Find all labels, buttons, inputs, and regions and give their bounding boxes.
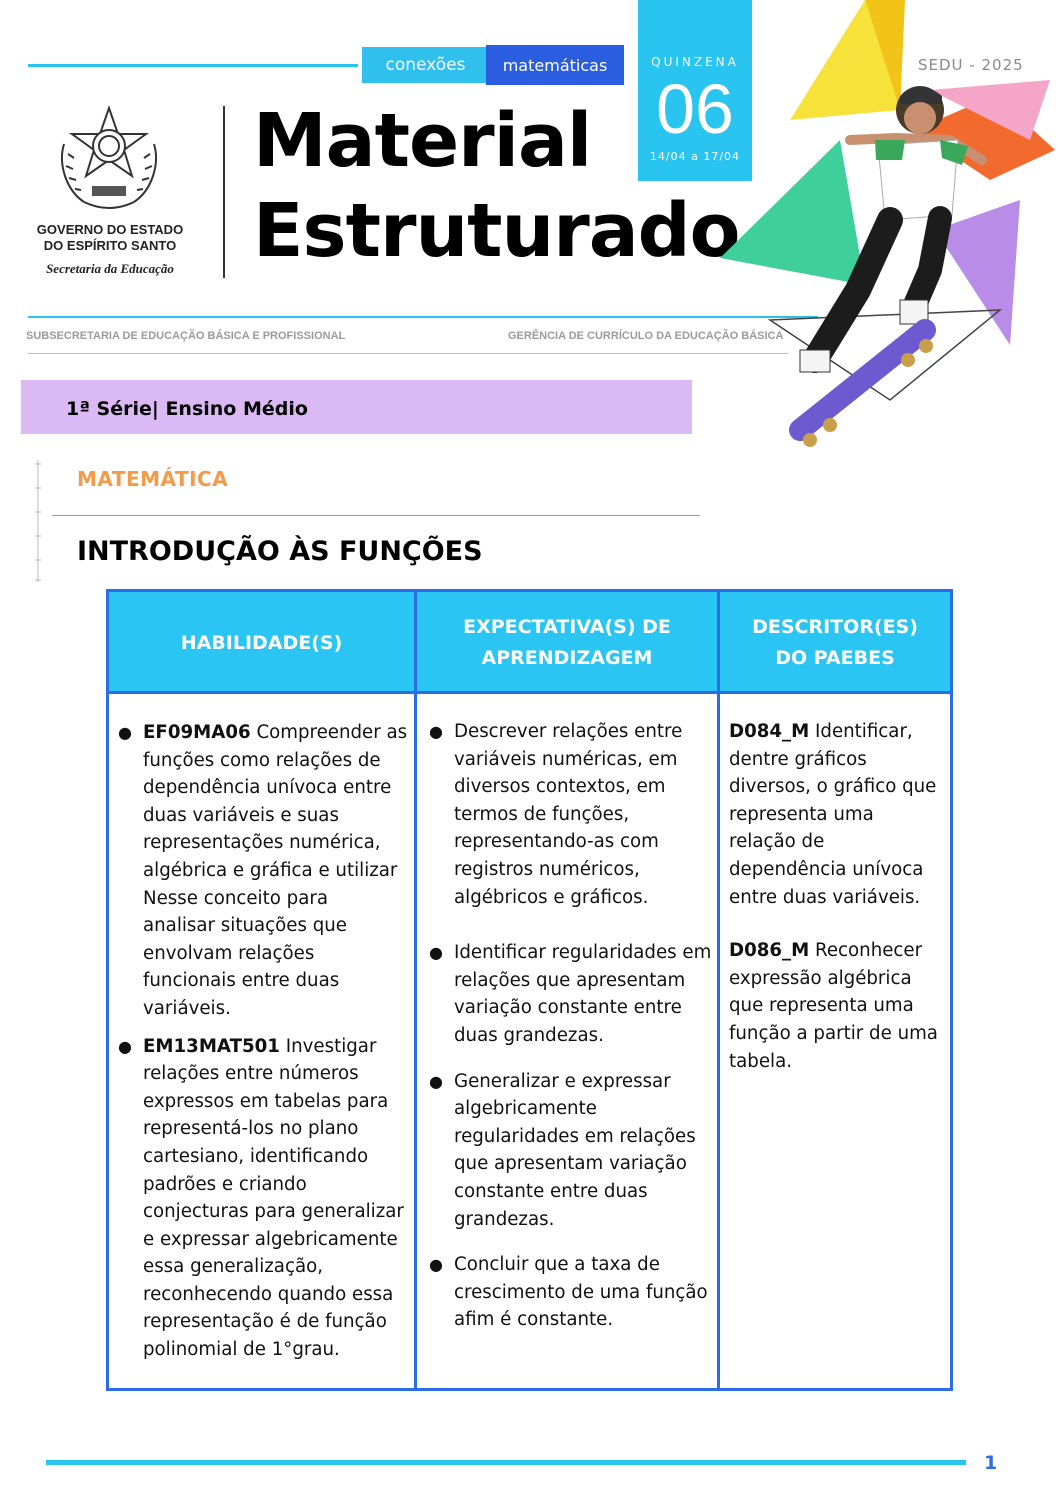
coat-of-arms-icon (54, 104, 164, 216)
expectativa-text: que apresentam variação (454, 1153, 687, 1175)
bullet-icon: ● (118, 1036, 132, 1056)
habilidade-text: Compreender as (250, 722, 408, 743)
habilidade-text: relações entre números (143, 1063, 359, 1085)
habilidade-text: variáveis. (143, 997, 231, 1019)
descritores-cell (729, 718, 951, 1075)
expectativa-text: afim é constante. (454, 1309, 614, 1331)
habilidade-text: expressos em tabelas para (143, 1090, 389, 1112)
conexoes-badge-label: conexões (385, 55, 466, 75)
title-line1: Material (253, 98, 592, 184)
expectativa-item (429, 1251, 722, 1334)
descritor-text: Reconhecer (809, 940, 923, 962)
bullet-icon: ● (429, 943, 443, 963)
habilidade-text: representação é de função (143, 1311, 387, 1333)
expectativa-text: algebricamente (454, 1098, 597, 1120)
skills-table (106, 589, 953, 1391)
gov-line2: DO ESPÍRITO SANTO (43, 238, 177, 253)
habilidade-text: funcionais entre duas (143, 970, 340, 992)
descritor-text: expressão algébrica (729, 967, 912, 989)
expectativa-text: duas grandezas. (454, 1024, 604, 1046)
habilidade-code: EM13MAT501 (143, 1035, 280, 1057)
habilidade-text: analisar situações que (143, 915, 347, 937)
expectativa-text: Identificar regularidades em (454, 942, 712, 964)
habilidade-text: algébrica e gráfica e utilizar (143, 859, 398, 881)
header-expectativas-line1: EXPECTATIVA(S) DE (463, 616, 671, 638)
descritor-text: Identificar, (809, 721, 913, 742)
habilidade-text: e expressar algebricamente (143, 1228, 398, 1250)
conexoes-badge (362, 47, 486, 83)
descritor-code: D086_M (729, 940, 810, 962)
habilidade-text: reconhecendo quando essa (143, 1283, 394, 1305)
expectativa-text: termos de funções, (454, 803, 630, 825)
expectativa-text: representando-as com (454, 831, 659, 853)
header-descritores (720, 592, 950, 694)
expectativa-text: relações que apresentam (454, 969, 686, 991)
sedu-label: SEDU - 2025 (918, 56, 1024, 74)
descritor-text: diversos, o gráfico que (729, 776, 937, 798)
bullet-icon: ● (429, 1255, 443, 1275)
habilidade-text: Investigar (279, 1035, 377, 1057)
header-habilidades (109, 592, 414, 694)
descritor-item (729, 937, 951, 1075)
descritor-text: que representa uma (729, 995, 914, 1017)
expectativa-text: diversos contextos, em (454, 776, 666, 798)
habilidade-text: dependência unívoca entre (143, 777, 392, 799)
descritor-item (729, 718, 951, 911)
habilidade-text: representá-los no plano (143, 1118, 359, 1140)
footer-line (46, 1460, 966, 1465)
header-expectativas (417, 592, 717, 694)
expectativa-item (429, 1068, 722, 1234)
habilidade-item (118, 719, 415, 1023)
gov-line3: Secretaria da Educação (46, 261, 174, 276)
header-descritores-line1: DESCRITOR(ES) (752, 616, 918, 638)
expectativa-text: variação constante entre (454, 997, 682, 1019)
topic-title: INTRODUÇÃO ÀS FUNÇÕES (77, 536, 483, 567)
grade-label: 1ª Série| Ensino Médio (66, 398, 308, 420)
habilidade-text: essa generalização, (143, 1256, 323, 1278)
habilidades-cell (118, 719, 415, 1364)
gerencia-label: GERÊNCIA DE CURRÍCULO DA EDUCAÇÃO BÁSICA (508, 330, 784, 342)
expectativa-text: algébricos e gráficos. (454, 886, 649, 908)
habilidade-text: funções como relações de (143, 749, 381, 771)
descritor-text: relação de (729, 831, 825, 853)
descritor-text: dentre gráficos (729, 748, 867, 770)
expectativa-text: constante entre duas (454, 1180, 648, 1202)
habilidade-code: EF09MA06 (143, 722, 251, 743)
expectativas-cell (429, 718, 722, 1334)
expectativa-item (429, 718, 722, 911)
expectativa-item (429, 939, 722, 1049)
quinzena-number: 06 (656, 70, 734, 148)
subject-divider (52, 515, 700, 516)
expectativa-text: registros numéricos, (454, 858, 640, 880)
header-expectativas-line2: APRENDIZAGEM (481, 647, 653, 669)
title-line2: Estruturado (253, 188, 740, 274)
subheader-bottom-line (28, 353, 788, 354)
expectativa-text: Descrever relações entre (454, 721, 683, 742)
header-divider (223, 106, 225, 278)
skateboarder-illustration (690, 0, 1059, 452)
header-habilidades-label: HABILIDADE(S) (180, 631, 343, 654)
descritor-code: D084_M (729, 721, 810, 742)
expectativa-text: variáveis numéricas, em (454, 748, 678, 770)
matematicas-badge-label: matemáticas (502, 55, 608, 75)
gov-line1: GOVERNO DO ESTADO (36, 222, 184, 237)
subsecretaria-label: SUBSECRETARIA DE EDUCAÇÃO BÁSICA E PROFISSIONAL (26, 330, 346, 342)
expectativa-text: regularidades em relações (454, 1125, 696, 1147)
bullet-icon: ● (429, 1071, 443, 1091)
expectativa-text: crescimento de uma função (454, 1281, 708, 1303)
quinzena-label: QUINZENA (651, 55, 739, 69)
page-number: 1 (984, 1452, 998, 1474)
header-top-line (28, 64, 358, 67)
descritor-text: dependência unívoca (729, 858, 924, 880)
subject-label: MATEMÁTICA (77, 467, 229, 491)
bullet-icon: ● (429, 722, 443, 741)
habilidade-text: padrões e criando (143, 1173, 307, 1195)
header-descritores-line2: DO PAEBES (775, 647, 895, 669)
habilidade-text: representações numérica, (143, 832, 381, 854)
expectativa-text: Generalizar e expressar (454, 1070, 671, 1092)
habilidade-item (118, 1033, 415, 1364)
habilidade-text: polinomial de 1°grau. (143, 1339, 340, 1361)
matematicas-badge (486, 45, 624, 85)
descritor-text: representa uma (729, 803, 874, 825)
ruler-icon (33, 460, 43, 582)
bullet-icon: ● (118, 723, 132, 742)
descritor-text: entre duas variáveis. (729, 886, 921, 908)
descritor-text: tabela. (729, 1050, 792, 1072)
habilidade-text: conjecturas para generalizar (143, 1201, 404, 1223)
habilidade-text: cartesiano, identificando (143, 1145, 369, 1167)
habilidade-text: duas variáveis e suas (143, 804, 339, 826)
expectativa-text: grandezas. (454, 1208, 555, 1230)
habilidade-text: envolvam relações (143, 942, 315, 964)
habilidade-text: Nesse conceito para (143, 887, 328, 909)
descritor-text: função a partir de uma (729, 1022, 938, 1044)
quinzena-dates: 14/04 a 17/04 (649, 150, 741, 163)
expectativa-text: Concluir que a taxa de (454, 1254, 660, 1276)
